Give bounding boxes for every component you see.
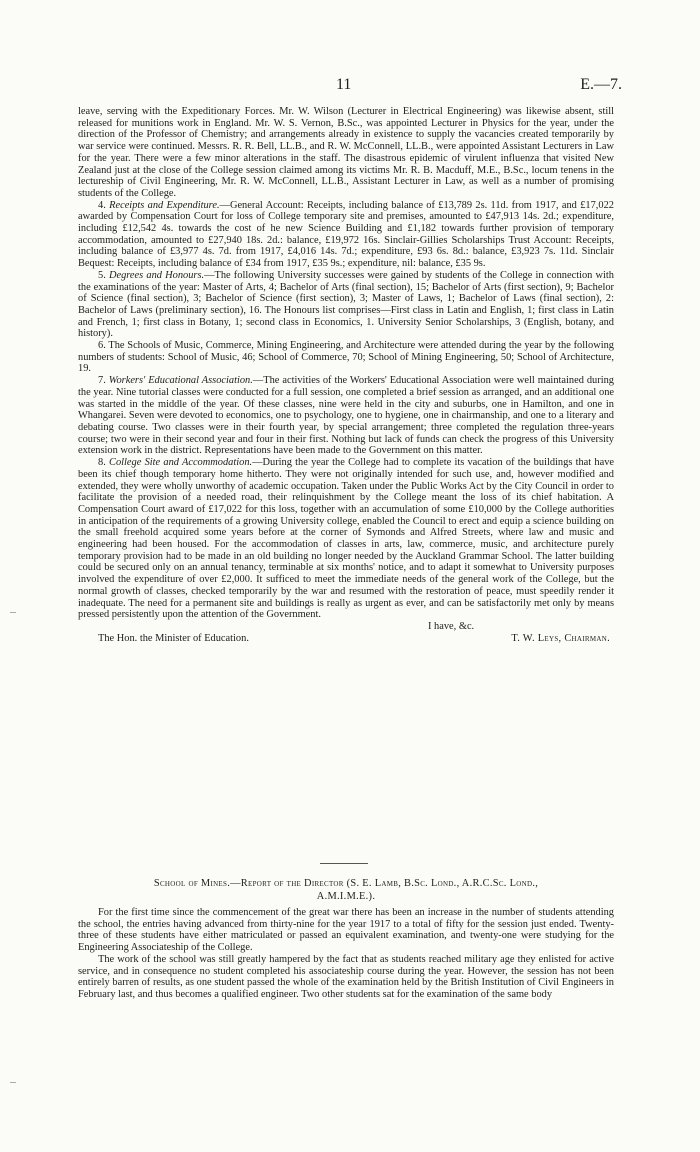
section-heading: College Site and Accommodation. <box>109 457 253 469</box>
paragraph-site <box>78 457 614 621</box>
signatory: T. W. Leys, Chairman. <box>511 632 610 644</box>
heading-line: A.M.I.M.E.). <box>316 890 376 902</box>
paragraph-number: 5. <box>98 269 106 281</box>
page-number: 11 <box>336 76 352 93</box>
paragraph-workers <box>78 375 614 457</box>
paragraph-text: —The following University successes were gained by students of the College in connection with the examinations of the year: Master of Arts, 4; Bachelor of Arts (final section), 15; Bachelor of Arts (first section), 9; Bachelor of Science (final section), 3; Bachelor of Science (first section), 3; Master of Laws, 1; Bachelor of Laws (final section), 2: Bachelor of Laws (preliminary section), 16. The Honours list comprises—First class in Latin and English, 1; first class in Latin and French, 1; first class in Botany, 1; second class in Economics, 1. University Senior Scholarships, 3 (English, botany, and history). <box>78 269 614 340</box>
paragraph-text: —The activities of the Workers' Educational Association were well maintained during the year. Nine tutorial classes were conducted for a full session, one completed a brief session as arranged, and an additional one was started in the middle of the year. Of these classes, nine were held in the city and suburbs, one in Hamilton, and one in Whangarei. Seven were devoted to economics, one to psychology, one to hygiene, one in chairmanship, and one to a literary and debating course. Two classes were in their fourth year, by special arrangement; three completed the regulation three-years course; two were in their second year and four in their first. Nothing but lack of funds can check the progress of this University extension work in the district. Representations have been made to the Government on this matter. <box>78 375 614 457</box>
page-header <box>78 76 622 100</box>
paragraph-number: 8. <box>98 457 106 469</box>
mines-paragraph-results: The work of the school was still greatly hampered by the fact that as students reached military age they enlisted for active service, and in consequence no student completed his associateship course during the year. However, the session has not been entirely barren of results, as one student passed the whole of the examination held by the British Institution of Civil Engineers in February last, and thus becomes a qualified engineer. Two other students sat for the examination of the same body <box>78 953 614 1000</box>
paragraph-number: 7. <box>98 375 106 387</box>
closing-salutation: I have, &c. <box>428 620 475 632</box>
margin-mark <box>10 612 16 613</box>
margin-mark <box>10 1082 16 1083</box>
section-heading: Workers' Educational Association. <box>108 375 253 387</box>
section-heading: Receipts and Expenditure. <box>109 199 220 211</box>
paragraph-number: 4. <box>98 199 106 211</box>
paragraph-degrees <box>78 270 614 340</box>
school-of-mines-report <box>78 878 614 1001</box>
paragraph-staff: leave, serving with the Expeditionary Forces. Mr. W. Wilson (Lecturer in Electrical Engineering) was likewise absent, still released for munitions work in England. Mr. W. S. Vernon, B.Sc., was appointed Lecturer in Physics for the year, under the direction of the Professor of Chemistry; and arrangements already in existence to supply the vacancies created temporarily by war service were continued. Messrs. R. R. Bell, LL.B., and R. W. McConnell, LL.B., were appointed Assistant Lecturers in Law for the year. There were a few minor alterations in the staff. The disastrous epidemic of virulent influenza that visited New Zealand just at the close of the College session claimed among its victims Mr. R. B. Macduff, M.E., B.Sc., locum tenens in the lectureship of Civil Engineering, Mr. R. W. McConnell, LL.B., Assistant Lecturer in Law, as well as a number of promising students of the College. <box>78 106 614 199</box>
paragraph-schools: 6. The Schools of Music, Commerce, Mining Engineering, and Architecture were attended during the year by the following numbers of students: School of Music, 46; School of Commerce, 70; School of Mining Engineering, 50; School of Architecture, 19. <box>78 340 614 375</box>
mines-report-heading <box>78 878 614 903</box>
heading-line: School of Mines.—Report of the Director (S. E. Lamb, B.Sc. Lond., A.R.C.Sc. Lond., <box>153 878 539 889</box>
report-body <box>78 106 614 645</box>
series-reference: E.—7. <box>580 76 622 93</box>
addressee: The Hon. the Minister of Education. <box>98 632 249 644</box>
paragraph-text: —General Account: Receipts, including balance of £13,789 2s. 11d. from 1917, and £17,022 awarded by Compensation Court for loss of College temporary site and premises, amounted to £47,913 14s. 2d.; expenditure, including £12,542 4s. towards the cost of he new Science Building and £1,182 towards further provision of temporary accommodation, amounted to £27,940 18s. 2d.: balance, £19,972 16s. Sinclair-Gillies Scholarships Trust Account: Receipts, including balance of £3,977 4s. 7d. from 1917, £4,016 14s. 7d.; expenditure, £93 6s. 8d.: balance, £3,923 7s. 11d. Sinclair Bequest: Receipts, including balance of £34 from 1917, £35 9s.; expenditure, nil: balance, £35 9s. <box>78 199 614 270</box>
section-divider <box>320 863 368 864</box>
paragraph-receipts <box>78 200 614 270</box>
paragraph-text: —During the year the College had to complete its vacation of the buildings that have been its chief though temporary home hitherto. They were not originally intended for such use, and, however modified and extended, they were wholly unworthy of academic occupation. Taken under the Public Works Act by the City Council in order to facilitate the provision of a needed road, their relinquishment by the College meant the loss of its chief habitation. A Compensation Court award of £17,022 for this loss, together with an accumulation of some £10,000 by the College authorities in anticipation of the requirements of a growing University college, enabled the Council to erect and equip a science building on the small freehold acquired some years before at the corner of Symonds and Alfred Streets, where law and music and engineering had been housed. For the accommodation of classes in arts, law, commerce, music, and architecture purely temporary provision had to be made in an old building no longer needed by the Auckland Grammar School. The latter building could be secured only on an annual tenancy, terminable at six months' notice, and to adapt it somewhat to University purposes involved the expenditure of over £2,000. It sufficed to meet the immediate needs of the general work of the College, but the normal growth of classes, checked temporarily by the war and resumed with the restoration of peace, must speedily render it inadequate. The need for a permanent site and buildings is really as urgent as ever, and can be satisfactorily met only by means pressed persistently upon the attention of the Government. <box>78 457 614 621</box>
mines-paragraph-enrolment: For the first time since the commencement of the great war there has been an increase in the number of students attending the school, the entries having advanced from thirty-nine for the year 1917 to a total of fifty for the session just ended. Twenty-three of these students have either matriculated or passed an equivalent examination, and twenty-one were studying for the Engineering Associateship of the College. <box>78 907 614 954</box>
section-heading: Degrees and Honours. <box>108 269 205 281</box>
closing-signature-row <box>78 633 614 645</box>
